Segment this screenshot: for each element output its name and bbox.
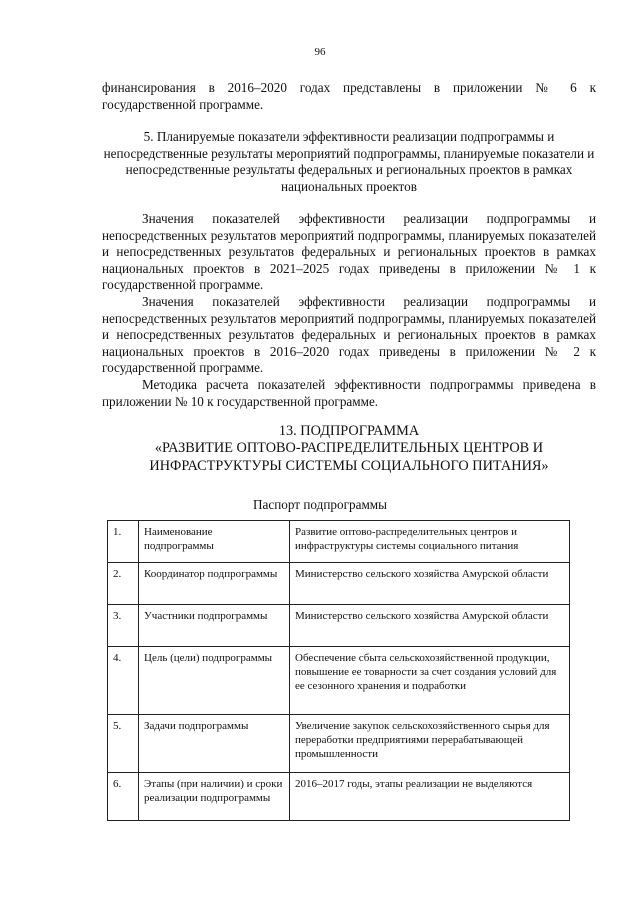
row-number: 6.: [108, 773, 139, 821]
table-row: [108, 647, 570, 715]
row-label: Цель (цели) подпрограммы: [139, 647, 290, 715]
passport-table: [107, 520, 570, 821]
paragraph-2: Значения показателей эффективности реализации подпрограммы и непосредственных результатов мероприятий подпрограммы, планируемых показателей и непосредственных результатов федеральных и региональных проектов в рамках национальных проектов в 2016–2020 годах приведены в приложении № 2 к государственной программе.: [102, 294, 596, 376]
page-number: 96: [314, 46, 326, 58]
row-number: 3.: [108, 605, 139, 647]
row-number: 1.: [108, 521, 139, 563]
table-row: [108, 773, 570, 821]
table-row: [108, 605, 570, 647]
row-value: Министерство сельского хозяйства Амурской области: [290, 605, 570, 647]
paragraph-3: Методика расчета показателей эффективности подпрограммы приведена в приложении № 10 к государственной программе.: [102, 377, 596, 409]
row-label: Наименование подпрограммы: [139, 521, 290, 563]
passport-title: Паспорт подпрограммы: [253, 497, 387, 512]
row-label: Задачи подпрограммы: [139, 715, 290, 773]
row-number: 5.: [108, 715, 139, 773]
subprogram-number: 13. ПОДПРОГРАММА: [278, 423, 420, 439]
row-value: 2016–2017 годы, этапы реализации не выделяются: [290, 773, 570, 821]
paragraph-1: Значения показателей эффективности реализации подпрограммы и непосредственных результатов мероприятий подпрограммы, планируемых показателей и непосредственных результатов федеральных и региональных проектов в рамках национальных проектов в 2021–2025 годах приведены в приложении № 1 к государственной программе.: [102, 211, 596, 293]
row-value: Министерство сельского хозяйства Амурской области: [290, 563, 570, 605]
table-row: [108, 521, 570, 563]
subprogram-title: «РАЗВИТИЕ ОПТОВО-РАСПРЕДЕЛИТЕЛЬНЫХ ЦЕНТРОВ И ИНФРАСТРУКТУРЫ СИСТЕМЫ СОЦИАЛЬНОГО ПИТАНИЯ»: [149, 440, 549, 474]
row-label: Участники подпрограммы: [139, 605, 290, 647]
row-label: Этапы (при наличии) и сроки реализации подпрограммы: [139, 773, 290, 821]
row-number: 4.: [108, 647, 139, 715]
intro-paragraph: финансирования в 2016–2020 годах представлены в приложении № 6 к государственной программе.: [102, 80, 596, 112]
section-5-heading: 5. Планируемые показатели эффективности реализации подпрограммы и непосредственные результаты мероприятий подпрограммы, планируемые показатели и непосредственные результаты федеральных и региональных проектов в рамках национальных проектов: [103, 129, 595, 194]
table-row: [108, 563, 570, 605]
table-row: [108, 715, 570, 773]
row-label: Координатор подпрограммы: [139, 563, 290, 605]
row-value: Развитие оптово-распределительных центров и инфраструктуры системы социального питания: [290, 521, 570, 563]
row-value: Обеспечение сбыта сельскохозяйственной продукции, повышение ее товарности за счет создания условий для ее сезонного хранения и подработки: [290, 647, 570, 715]
row-value: Увеличение закупок сельскохозяйственного сырья для переработки предприятиями перерабатывающей промышленности: [290, 715, 570, 773]
row-number: 2.: [108, 563, 139, 605]
